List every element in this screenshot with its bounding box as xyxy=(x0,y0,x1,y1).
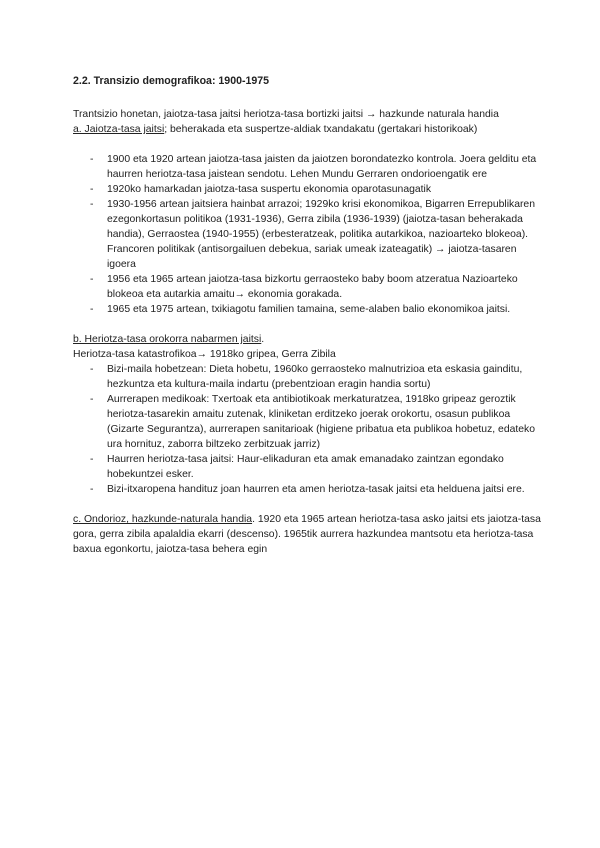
bullet-dash: - xyxy=(90,274,94,285)
list-item xyxy=(73,392,543,452)
section-c-paragraph xyxy=(73,512,543,557)
bullet-dash: - xyxy=(90,394,94,405)
bullet-dash: - xyxy=(90,364,94,375)
list-item xyxy=(73,182,543,197)
section-b-list xyxy=(73,362,543,497)
section-a-list xyxy=(73,152,543,317)
list-item xyxy=(73,452,543,482)
bullet-dash: - xyxy=(90,199,94,210)
list-item-text: 1956 eta 1965 artean jaiotza-tasa bizkortu gerraosteko baby boom atzeratua Nazioarteko blokeoa eta autarkia amaitu→ ekonomia gorakada. xyxy=(107,274,518,300)
section-c-heading: c. Ondorioz, hazkunde-naturala handia xyxy=(73,514,253,525)
section-b-line xyxy=(73,332,543,347)
list-item xyxy=(73,272,543,302)
bullet-dash: - xyxy=(90,304,94,315)
list-item xyxy=(73,152,543,182)
intro-paragraph: Trantsizio honetan, jaiotza-tasa jaitsi heriotza-tasa bortizki jaitsi → hazkunde naturala handia xyxy=(73,109,499,120)
list-item xyxy=(73,302,543,317)
section-a-heading: a. Jaiotza-tasa jaitsi xyxy=(73,124,165,135)
list-item-text: 1965 eta 1975 artean, txikiagotu familien tamaina, seme-alaben balio ekonomikoa jaitsi. xyxy=(107,304,511,315)
document-page xyxy=(73,74,543,557)
list-item xyxy=(73,197,543,272)
section-b-subline: Heriotza-tasa katastrofikoa→ 1918ko gripea, Gerra Zibila xyxy=(73,349,336,360)
bullet-dash: - xyxy=(90,484,94,495)
section-title: 2.2. Transizio demografikoa: 1900-1975 xyxy=(73,75,270,87)
section-c-rest: . 1920 eta 1965 artean heriotza-tasa asko jaitsi ets jaiotza-tasa gora, gerra zibila apalaldia ekarri (descenso). 1965tik aurrera hazkundea mantsotu eta heriotza-tasa baxua egonkortu, jaiotza-tasa behera egin xyxy=(73,514,541,555)
list-item xyxy=(73,482,543,497)
bullet-dash: - xyxy=(90,184,94,195)
bullet-dash: - xyxy=(90,454,94,465)
section-a-line xyxy=(73,122,543,137)
bullet-dash: - xyxy=(90,154,94,165)
list-item-text: 1900 eta 1920 artean jaiotza-tasa jaisten da jaiotzen borondatezko kontrola. Joera gelditu eta haurren heriotza-tasa jaistean sendotu. Lehen Mundu Gerraren ondorioengatik ere xyxy=(107,154,537,180)
list-item-text: 1920ko hamarkadan jaiotza-tasa suspertu ekonomia oparotasunagatik xyxy=(107,184,432,195)
section-b-heading-end: . xyxy=(261,334,265,345)
list-item-text: Haurren heriotza-tasa jaitsi: Haur-elikaduran eta amak emanadako zaintzan egondako hobekuntzei esker. xyxy=(107,454,504,480)
list-item-text: 1930-1956 artean jaitsiera hainbat arrazoi; 1929ko krisi ekonomikoa, Bigarren Errepublikaren ezegonkortasun politikoa (1931-1936), Gerra zibila (1936-1939) (jaiotza-tasan beherakada handia), Gerraostea (1940-1955) (erbesteratzeak, politika autarkikoa, nazioarteko blokeoa). Francoren politikak (antisorgailuen debekua, sariak umeak izateagatik) → jaiotza-tasaren igoera xyxy=(107,199,535,270)
list-item-text: Aurrerapen medikoak: Txertoak eta antibiotikoak merkaturatzea, 1918ko gripeaz geroztik heriotza-tasarekin amaitu zutenak, kliniketan erditzeko joerak orokortu, osasun publikoa (Gizarte Segurantza), aurrerapen sanitarioak (higiene pribatua eta publikoa hobetuz, edateko ura hornituz, zaborra biltzeko zerbitzuak jarriz) xyxy=(107,394,536,450)
section-b-heading: b. Heriotza-tasa orokorra nabarmen jaitsi xyxy=(73,334,262,345)
section-a-rest: ; beherakada eta suspertze-aldiak txandakatu (gertakari historikoak) xyxy=(164,124,478,135)
list-item xyxy=(73,362,543,392)
list-item-text: Bizi-maila hobetzean: Dieta hobetu, 1960ko gerraosteko malnutrizioa eta eskasia gainditu, hezkuntza eta kultura-maila indartu (prebentzioan eragin handia sortu) xyxy=(107,364,523,390)
list-item-text: Bizi-itxaropena handituz joan haurren eta amen heriotza-tasak jaitsi eta helduena jaitsi ere. xyxy=(107,484,525,495)
